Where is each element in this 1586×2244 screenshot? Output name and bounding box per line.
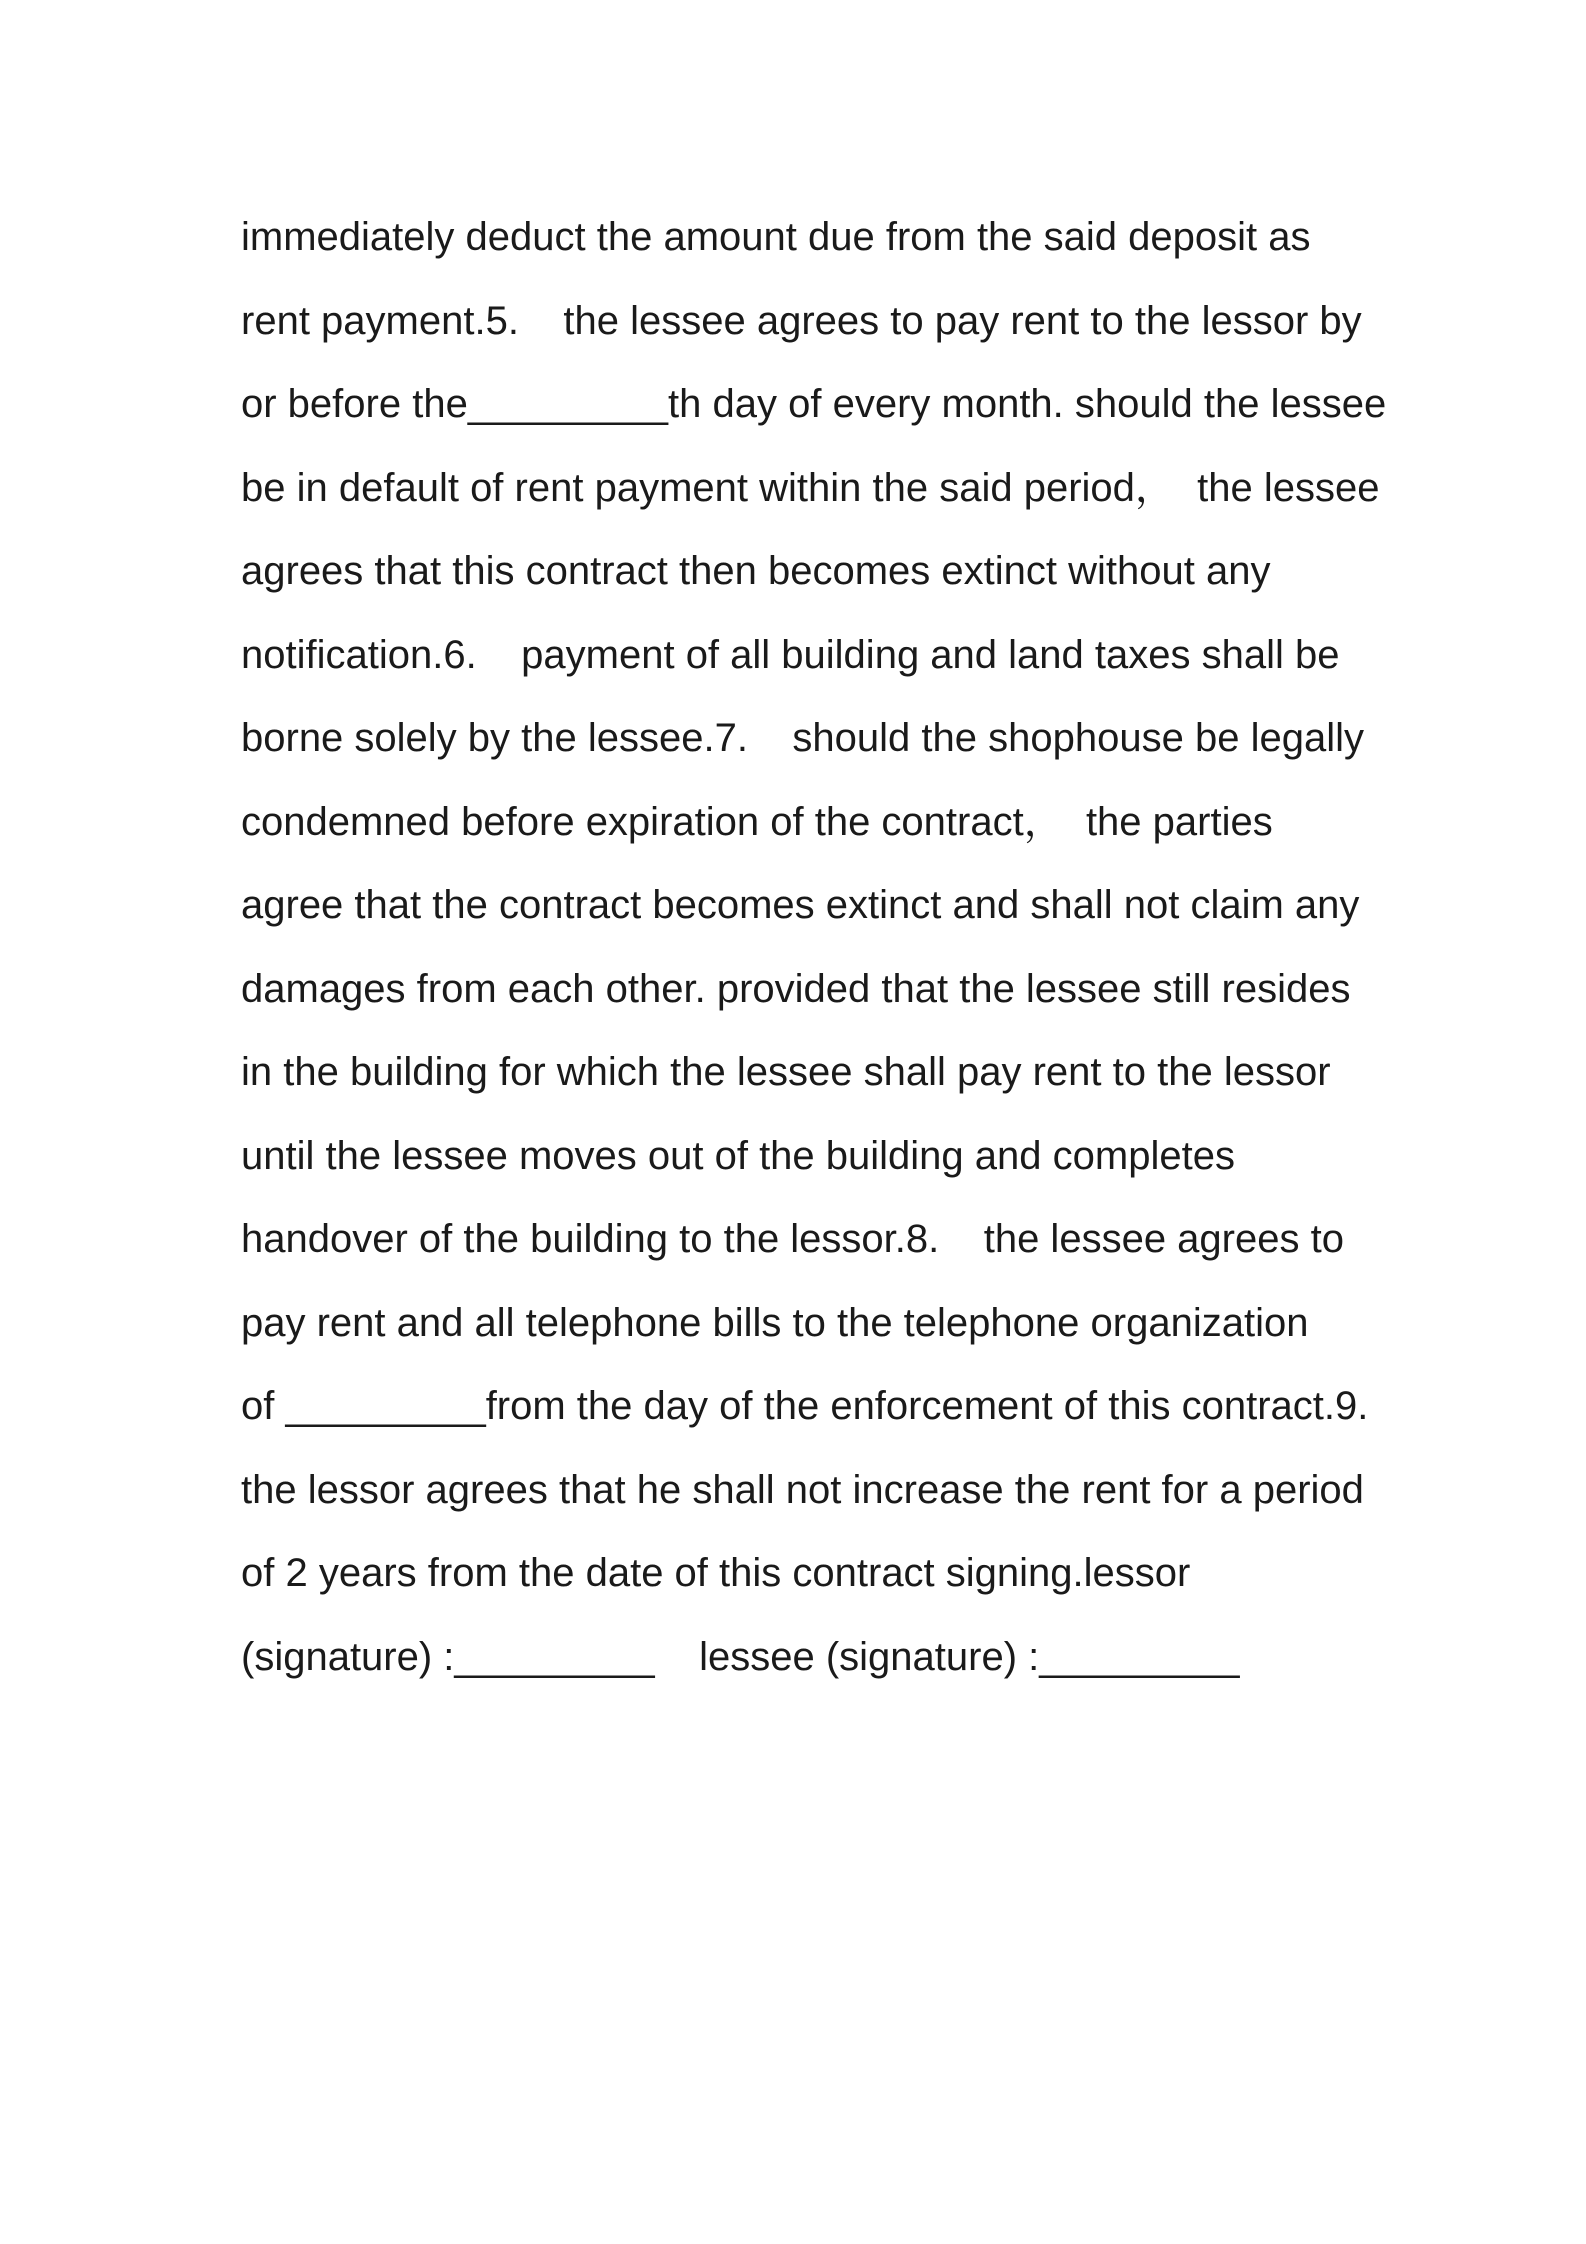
text-line: damages from each other. provided that the lessee still resides: [241, 966, 1351, 1011]
text-line: notification.6. payment of all building and land taxes shall be: [241, 632, 1340, 677]
text-line: in the building for which the lessee shall pay rent to the lessor: [241, 1050, 1331, 1094]
text-line: condemned before expiration of the contract， the parties: [241, 799, 1273, 844]
text-line: the lessor agrees that he shall not increase the rent for a period: [241, 1467, 1364, 1512]
text-line: or before the_________th day of every month. should the lessee: [241, 382, 1387, 426]
text-line: handover of the building to the lessor.8. the lessee agrees to: [241, 1217, 1344, 1261]
contract-body-text: [241, 196, 1387, 1699]
signature-line: (signature) :_________ lessee (signature) :_________: [241, 1634, 1240, 1679]
text-line: borne solely by the lessee.7. should the shophouse be legally: [241, 716, 1364, 760]
text-line: of 2 years from the date of this contract signing.lessor: [241, 1551, 1191, 1595]
text-line: agrees that this contract then becomes extinct without any: [241, 549, 1271, 593]
text-line: immediately deduct the amount due from the said deposit as: [241, 215, 1311, 259]
text-line: pay rent and all telephone bills to the telephone organization: [241, 1300, 1309, 1345]
text-line: until the lessee moves out of the building and completes: [241, 1133, 1235, 1178]
text-line: rent payment.5. the lessee agrees to pay rent to the lessor by: [241, 298, 1362, 343]
text-line: be in default of rent payment within the said period， the lessee: [241, 465, 1380, 510]
text-line: of _________from the day of the enforcement of this contract.9.: [241, 1384, 1369, 1428]
text-line: agree that the contract becomes extinct and shall not claim any: [241, 883, 1360, 927]
